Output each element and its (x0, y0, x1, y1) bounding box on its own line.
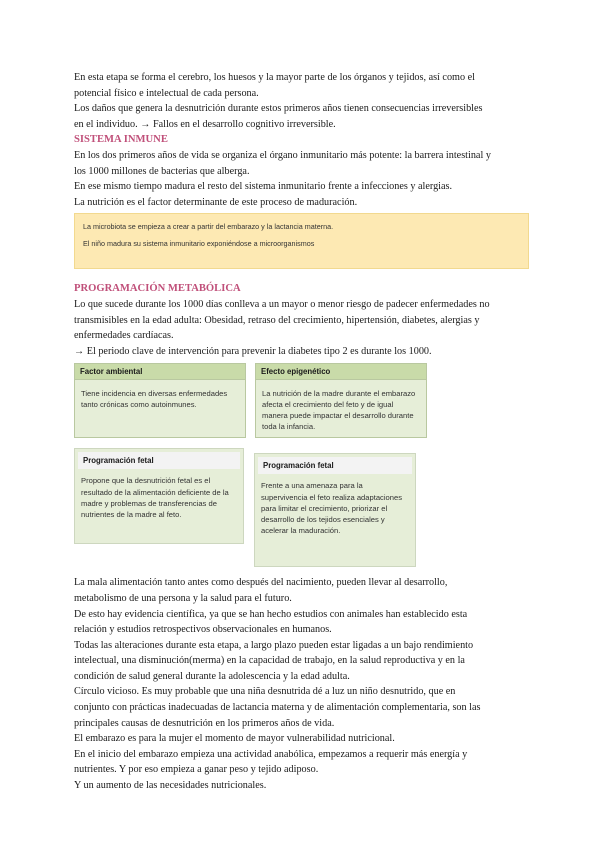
card-title: Programación fetal (78, 452, 240, 469)
closing-line: relación y estudios retrospectivos observacionales en humanos. (74, 624, 332, 636)
closing-line: Y un aumento de las necesidades nutricionales. (74, 780, 267, 792)
efecto-epigenetico-card (255, 363, 427, 438)
note-line: El niño madura su sistema inmunitario exponiéndose a microorganismos (83, 239, 315, 249)
metabolic-section (74, 281, 536, 567)
intro-line: en el individuo. → Fallos en el desarrollo cognitivo irreversible. (74, 118, 336, 130)
intro-section (74, 70, 536, 132)
closing-line: conjunto con prácticas inadecuadas de lactancia materna y de alimentación complementaria, son las (74, 702, 481, 714)
immune-line: En ese mismo tiempo madura el resto del sistema inmunitario frente a infecciones y alergias. (74, 181, 453, 193)
programacion-fetal-card-1 (74, 448, 244, 544)
programacion-fetal-card-2 (254, 453, 416, 567)
immune-section (74, 132, 536, 269)
immune-heading: SISTEMA INMUNE (74, 134, 168, 146)
closing-line: condición de salud general durante la adolescencia y la edad adulta. (74, 670, 350, 682)
immune-line: los 1000 millones de bacterias que alberga. (74, 165, 250, 177)
factor-ambiental-card (74, 363, 246, 438)
card-text: Propone que la desnutrición fetal es el resultado de la alimentación deficiente de la madre y problemas de transferencias de nutrientes de la madre al feto. (81, 476, 229, 519)
intro-line: potencial físico e intelectual de cada persona. (74, 87, 259, 99)
closing-line: principales causas de desnutrición en los primeros años de vida. (74, 717, 335, 729)
metabolic-line: transmisibles en la edad adulta: Obesidad, retraso del crecimiento, hipertensión, diabetes, alergias y (74, 314, 480, 326)
closing-line: metabolismo de una persona y la salud para el futuro. (74, 592, 292, 604)
metabolic-line: Lo que sucede durante los 1000 días conlleva a un mayor o menor riesgo de padecer enfermedades no (74, 298, 490, 310)
immune-line: La nutrición es el factor determinante de este proceso de maduración. (74, 196, 358, 208)
factor-cards (74, 363, 536, 438)
closing-line: nutrientes. Y por eso empieza a ganar peso y tejido adiposo. (74, 764, 319, 776)
closing-line: En el inicio del embarazo empieza una actividad anabólica, empezamos a requerir más energía y (74, 748, 468, 760)
closing-section (74, 575, 536, 793)
card-title: Efecto epigenético (256, 364, 426, 380)
closing-line: Círculo vicioso. Es muy probable que una niña desnutrida dé a luz un niño desnutrido, que en (74, 686, 456, 698)
closing-line: Todas las alteraciones durante esta etapa, a largo plazo pueden estar ligadas a un bajo rendimiento (74, 639, 474, 651)
immune-line: En los dos primeros años de vida se organiza el órgano inmunitario más potente: la barrera intestinal y (74, 149, 491, 161)
closing-line: El embarazo es para la mujer el momento de mayor vulnerabilidad nutricional. (74, 733, 395, 745)
fetal-cards (74, 448, 536, 567)
metabolic-line: → El periodo clave de intervención para prevenir la diabetes tipo 2 es durante los 1000. (74, 345, 432, 357)
closing-line: De esto hay evidencia científica, ya que se han hecho estudios con animales han establecido esta (74, 608, 468, 620)
closing-line: intelectual, una disminución(merma) en la capacidad de trabajo, en la salud reproductiva y en la (74, 655, 465, 667)
card-text: Tiene incidencia en diversas enfermedades tanto crónicas como autoinmunes. (81, 389, 228, 410)
card-text: La nutrición de la madre durante el embarazo afecta el crecimiento del feto y de igual manera puede impactar el desarrollo durante toda la infancia. (262, 389, 416, 432)
intro-line: En esta etapa se forma el cerebro, los huesos y la mayor parte de los órganos y tejidos, así como el (74, 72, 475, 83)
microbiota-note-box (74, 213, 529, 269)
note-line: La microbiota se empieza a crear a partir del embarazo y la lactancia materna. (83, 222, 334, 232)
document-page (74, 70, 536, 794)
card-title: Programación fetal (258, 457, 412, 474)
intro-line: Los daños que genera la desnutrición durante estos primeros años tienen consecuencias irreversibles (74, 103, 483, 115)
card-title: Factor ambiental (75, 364, 245, 380)
closing-line: La mala alimentación tanto antes como después del nacimiento, pueden llevar al desarrollo, (74, 577, 448, 589)
metabolic-line: enfermedades cardíacas. (74, 330, 174, 342)
metabolic-heading: PROGRAMACIÓN METABÓLICA (74, 283, 241, 295)
card-text: Frente a una amenaza para la supervivencia el feto realiza adaptaciones para limitar el crecimiento, priorizar el desarrollo de los tejidos esenciales y acelerar la maduración. (261, 481, 402, 536)
